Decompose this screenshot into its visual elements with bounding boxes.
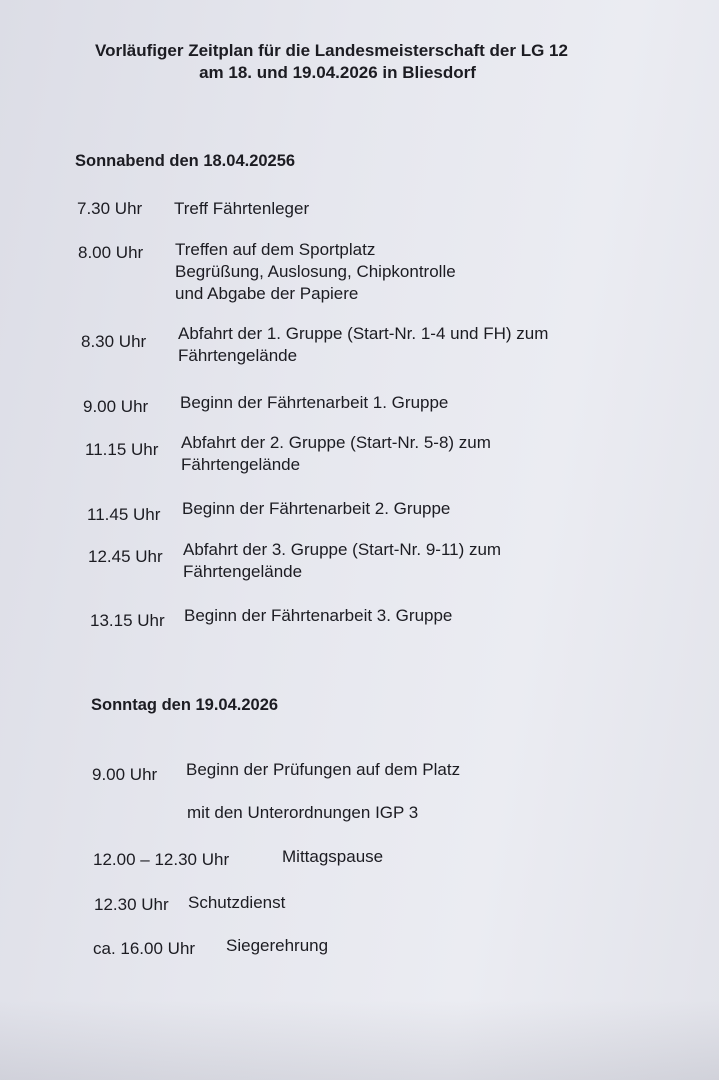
day1-entry-desc bbox=[182, 498, 450, 520]
desc-line: Abfahrt der 3. Gruppe (Start-Nr. 9-11) zum bbox=[183, 540, 502, 559]
day1-entry-desc bbox=[184, 605, 452, 627]
day1-entry-time: 13.15 Uhr bbox=[90, 611, 165, 630]
desc-line: Abfahrt der 2. Gruppe (Start-Nr. 5-8) zum bbox=[181, 433, 491, 452]
day2-entry-time: ca. 16.00 Uhr bbox=[93, 939, 196, 958]
day1-entry-time: 12.45 Uhr bbox=[88, 547, 163, 566]
day2-entry-desc bbox=[188, 892, 285, 914]
desc-line: Beginn der Fährtenarbeit 2. Gruppe bbox=[182, 499, 451, 518]
desc-line: Beginn der Prüfungen auf dem Platz bbox=[186, 760, 461, 779]
day1-entry-time: 9.00 Uhr bbox=[83, 397, 149, 416]
day1-entry-time: 8.00 Uhr bbox=[78, 243, 144, 262]
day1-entry-desc bbox=[174, 198, 309, 220]
day1-entry-time: 7.30 Uhr bbox=[77, 199, 143, 218]
day1-entry-time: 8.30 Uhr bbox=[81, 332, 147, 351]
day1-entry-desc bbox=[180, 392, 448, 414]
desc-line: Abfahrt der 1. Gruppe (Start-Nr. 1-4 und FH) zum bbox=[178, 324, 549, 343]
desc-line: Mittagspause bbox=[282, 847, 384, 866]
day1-entry-desc bbox=[181, 432, 491, 476]
day2-entry-time: 12.30 Uhr bbox=[94, 895, 169, 914]
day2-heading: Sonntag den 19.04.2026 bbox=[91, 696, 279, 714]
day1-entry-time: 11.45 Uhr bbox=[87, 505, 161, 524]
day2-entry-desc bbox=[226, 935, 328, 957]
desc-line: Treffen auf dem Sportplatz bbox=[175, 240, 376, 259]
desc-line: Treff Fährtenleger bbox=[174, 199, 310, 218]
day2-entry-time: 12.00 – 12.30 Uhr bbox=[93, 850, 230, 869]
desc-line: Beginn der Fährtenarbeit 3. Gruppe bbox=[184, 606, 453, 625]
day1-entry-desc bbox=[175, 239, 456, 305]
day1-heading: Sonnabend den 18.04.20256 bbox=[75, 152, 296, 170]
desc-line: Beginn der Fährtenarbeit 1. Gruppe bbox=[180, 393, 449, 412]
document-title-line-1: Vorläufiger Zeitplan für die Landesmeisterschaft der LG 12 bbox=[95, 41, 568, 60]
desc-line: Fährtengelände bbox=[178, 346, 298, 365]
desc-line: Schutzdienst bbox=[188, 893, 286, 912]
desc-line: Fährtengelände bbox=[183, 562, 303, 581]
day1-entry-time: 11.15 Uhr bbox=[85, 440, 159, 459]
day2-entry-desc bbox=[186, 759, 460, 781]
paper-shadow bbox=[0, 1000, 719, 1080]
desc-line: und Abgabe der Papiere bbox=[175, 284, 359, 303]
desc-line: Siegerehrung bbox=[226, 936, 329, 955]
document-title-line-2: am 18. und 19.04.2026 in Bliesdorf bbox=[199, 63, 476, 82]
desc-line: mit den Unterordnungen IGP 3 bbox=[187, 803, 419, 822]
day2-entry-time: 9.00 Uhr bbox=[92, 765, 158, 784]
day1-entry-desc bbox=[178, 323, 548, 367]
desc-line: Fährtengelände bbox=[181, 455, 301, 474]
day2-entry-desc bbox=[282, 846, 383, 868]
desc-line: Begrüßung, Auslosung, Chipkontrolle bbox=[175, 262, 456, 281]
day1-entry-desc bbox=[183, 539, 501, 583]
day2-entry-desc bbox=[187, 802, 418, 824]
